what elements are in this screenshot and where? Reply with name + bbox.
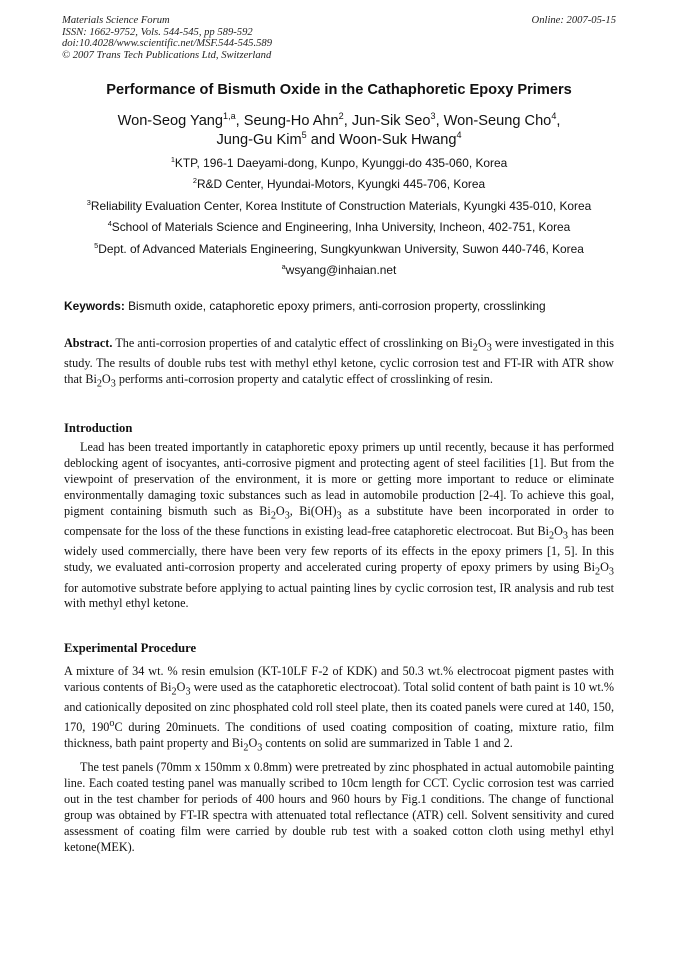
journal-doi: doi:10.4028/www.scientific.net/MSF.544-545.589 xyxy=(62,38,272,50)
chem-text: O xyxy=(176,679,186,694)
section-heading-experimental: Experimental Procedure xyxy=(64,641,197,655)
paper-title: Performance of Bismuth Oxide in the Cathaphoretic Epoxy Primers xyxy=(106,82,572,98)
abstract-text: performs anti-corrosion property and catalytic effect of crosslinking of resin. xyxy=(118,372,493,387)
author-name: Woon-Suk Hwang xyxy=(339,132,457,148)
affiliation-mark: a xyxy=(281,262,286,272)
abstract-text: were investigated in this study. The results of double rubs test with methyl ethyl ketone, cyclic corrosion test and FT-IR with ATR show that Bi xyxy=(64,336,615,387)
affiliation xyxy=(30,242,648,256)
subscript: 3 xyxy=(110,378,116,390)
author-mark: 3 xyxy=(430,111,436,122)
body-text: has been widely used commercially, there have been very few reports of its effects in the epoxy primers [1, 5]. In this study, we evaluated anti-corrosion property and accelerated curing property of epoxy primers by using Bi xyxy=(64,523,614,575)
author-email: wsyang@inhaian.net xyxy=(285,263,397,277)
chem-text: O xyxy=(275,503,285,518)
body-text: C during 20minuets. The conditions of used coating composition of coating, mixture ratio, film thickness, bath paint property and Bi xyxy=(64,720,615,751)
abstract-label: Abstract. xyxy=(64,336,113,350)
chem-text: Bi(OH) xyxy=(299,503,337,518)
body-text: Lead has been treated importantly in cataphoretic epoxy primers up until recently, because it has performed deblocking agent of isocyantes, anti-corrosive pigment and protecting agent of steel facilities [1]. But from the viewpoint of preservation of the environment, it is more or getting more important to reduce or eliminate environmentally damaging toxic substances such as lead in automobile production [2-4]. To achieve this goal, pigment containing bismuth such as Bi xyxy=(64,440,614,518)
body-text: , xyxy=(289,503,300,518)
subscript: 3 xyxy=(336,510,342,522)
body-text: as a substitute have been incorporated in order to compensate for the loss of the these functions in existing lead-free cataphoretic electrocoat. But Bi xyxy=(64,503,615,538)
subscript: 3 xyxy=(486,342,492,354)
subscript: 2 xyxy=(270,510,276,522)
author-mark: 4 xyxy=(551,111,557,122)
author-name: Won-Seung Cho xyxy=(443,113,552,129)
journal-copyright: © 2007 Trans Tech Publications Ltd, Switzerland xyxy=(62,49,272,61)
affiliation-mark: 2 xyxy=(192,176,197,186)
affiliation-text: School of Materials Science and Engineering, Inha University, Incheon, 402-751, Korea xyxy=(111,220,571,234)
affiliation xyxy=(30,156,648,170)
subscript: 2 xyxy=(472,342,478,354)
author-name: Jun-Sik Seo xyxy=(351,113,431,129)
subscript: 3 xyxy=(608,566,614,578)
abstract-text: The anti-corrosion properties of and catalytic effect of crosslinking on Bi xyxy=(115,336,473,350)
experimental-paragraph xyxy=(64,664,614,756)
affiliation-text: Reliability Evaluation Center, Korea Institute of Construction Materials, Kyungki 435-010, Korea xyxy=(90,199,592,213)
chem-text: O xyxy=(477,336,487,350)
section-heading-introduction: Introduction xyxy=(64,421,133,435)
affiliation xyxy=(30,177,648,191)
subscript: 2 xyxy=(96,378,102,390)
affiliation-mark: 1 xyxy=(170,155,175,165)
subscript: 3 xyxy=(257,742,263,754)
affiliation-text: KTP, 196-1 Daeyami-dong, Kunpo, Kyunggi-do 435-060, Korea xyxy=(174,156,508,170)
affiliation-email xyxy=(30,263,648,277)
online-date: Online: 2007-05-15 xyxy=(531,15,616,26)
journal-header xyxy=(62,15,616,61)
abstract xyxy=(64,336,614,393)
chem-text: O xyxy=(248,736,258,751)
subscript: 3 xyxy=(284,510,290,522)
journal-name: Materials Science Forum xyxy=(62,15,170,26)
experimental-paragraph: The test panels (70mm x 150mm x 0.8mm) were pretreated by zinc phosphated in actual automobile painting line. Each coated testing panel was manually scribed to 10cm length for CCT. Cyclic corrosion test was carried out in the test chamber for periods of 400 hours and 960 hours by Fig.1 conditions. The change of functional group was obtained by FT-IR spectra with attenuated total reflectance (ATR) cell. Solvent sensitivity and cured assessment of coating film were carried by double rub test with a soaked cotton cloth using methyl ethyl ketone(MEK). xyxy=(64,760,614,854)
subscript: 2 xyxy=(548,530,555,542)
author-name: Jung-Gu Kim xyxy=(216,132,302,148)
author-conjunction: and xyxy=(310,132,336,148)
degree-mark: o xyxy=(109,718,115,730)
chem-text: O xyxy=(600,560,609,575)
keywords-label: Keywords: xyxy=(64,299,125,313)
affiliation xyxy=(30,199,648,213)
author-name: Seung-Ho Ahn xyxy=(243,113,339,129)
author-mark: 4 xyxy=(456,130,462,141)
affiliation-mark: 5 xyxy=(94,241,99,251)
author-mark: 1,a xyxy=(223,111,236,122)
affiliation-text: R&D Center, Hyundai-Motors, Kyungki 445-706, Korea xyxy=(196,177,486,191)
author-mark: 5 xyxy=(301,130,307,141)
keywords-text: Bismuth oxide, cataphoretic epoxy primers, anti-corrosion property, crosslinking xyxy=(128,299,546,313)
affiliation-mark: 4 xyxy=(107,219,112,229)
author-mark: 2 xyxy=(338,111,344,122)
body-text: contents on solid are summarized in Table 1 and 2. xyxy=(265,736,513,751)
subscript: 2 xyxy=(243,742,249,754)
subscript: 2 xyxy=(171,686,177,698)
journal-issn: ISSN: 1662-9752, Vols. 544-545, pp 589-592 xyxy=(62,26,253,38)
author-list: Won-Seog Yang$^{1,a}$, Seung-Ho Ahn$^2$, Jun-Sik Seo$^3$, Won-Seung Cho$^4$, Jung-Gu Kim$^5$ and Woon-Suk Hwang$^4$ xyxy=(117,111,561,148)
affiliation xyxy=(30,220,648,234)
affiliation-mark: 3 xyxy=(86,198,91,208)
chem-text: O xyxy=(554,523,563,538)
body-text: A mixture of 34 wt. % resin emulsion (KT-10LF F-2 of KDK) and 50.3 wt.% electrocoat pigment pastes with various contents of Bi xyxy=(64,664,614,694)
author-name: Won-Seog Yang xyxy=(117,113,224,129)
subscript: 3 xyxy=(185,686,191,698)
keywords xyxy=(64,299,624,313)
body-text: for automotive substrate before applying to actual painting lines by cyclic corrosion test, IR analysis and rub test with methyl ethyl ketone. xyxy=(64,580,614,611)
subscript: 3 xyxy=(562,530,568,542)
affiliation-text: Dept. of Advanced Materials Engineering, Sungkyunkwan University, Suwon 440-746, Korea xyxy=(98,242,584,256)
body-text: were used as the cataphoretic electrocoat). Total solid content of bath paint is 10 wt.% and cationically deposited on zinc phosphated cold roll steel plate, then its coated panels were cured at 140, 150, 170, 190 xyxy=(64,679,615,735)
chem-text: O xyxy=(101,372,111,387)
introduction-paragraph xyxy=(64,440,614,612)
subscript: 2 xyxy=(595,566,601,578)
